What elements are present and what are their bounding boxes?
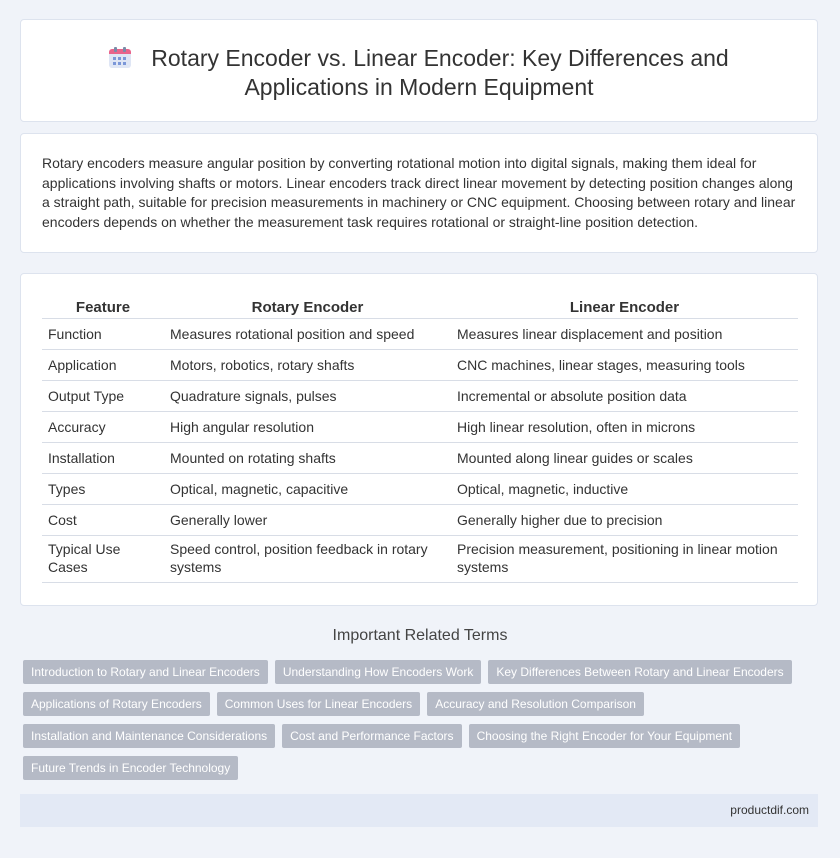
feature-cell: Accuracy (42, 412, 164, 443)
table-row (42, 381, 798, 412)
rotary-cell: Generally lower (164, 505, 451, 536)
rotary-cell: Measures rotational position and speed (164, 319, 451, 350)
related-term-tag[interactable]: Introduction to Rotary and Linear Encoders (23, 660, 268, 684)
table-row (42, 350, 798, 381)
feature-cell: Types (42, 474, 164, 505)
table-body (42, 319, 798, 583)
footer-site-name: productdif.com (730, 803, 809, 817)
comparison-card (20, 273, 818, 606)
related-terms-title: Important Related Terms (332, 627, 508, 644)
header-rotary-encoder: Rotary Encoder (164, 296, 451, 319)
table-row (42, 319, 798, 350)
rotary-cell: Motors, robotics, rotary shafts (164, 350, 451, 381)
related-term-tag[interactable]: Installation and Maintenance Considerations (23, 724, 275, 748)
related-terms-list (23, 660, 813, 780)
linear-cell: Optical, magnetic, inductive (451, 474, 798, 505)
related-term-tag[interactable]: Accuracy and Resolution Comparison (427, 692, 644, 716)
intro-paragraph: Rotary encoders measure angular position by converting rotational motion into digital signals, making them ideal for applications involving shafts or motors. Linear encoders track direct linear movement by detecting position changes along a straight path, suitable for precision measurements in machinery or CNC equipment. Choosing between rotary and linear encoders depends on whether the measurement task requires rotational or straight-line position detection. (42, 155, 796, 230)
related-term-tag[interactable]: Common Uses for Linear Encoders (217, 692, 420, 716)
related-term-tag[interactable]: Future Trends in Encoder Technology (23, 756, 238, 780)
table-row (42, 505, 798, 536)
rotary-cell: High angular resolution (164, 412, 451, 443)
table-row (42, 443, 798, 474)
header-card (20, 19, 818, 122)
feature-cell: Function (42, 319, 164, 350)
rotary-cell: Optical, magnetic, capacitive (164, 474, 451, 505)
related-term-tag[interactable]: Cost and Performance Factors (282, 724, 461, 748)
header-feature: Feature (42, 296, 164, 319)
title-wrap (21, 44, 817, 102)
feature-cell: Typical Use Cases (42, 536, 164, 583)
table-row (42, 474, 798, 505)
linear-cell: Generally higher due to precision (451, 505, 798, 536)
feature-cell: Application (42, 350, 164, 381)
linear-cell: Measures linear displacement and position (451, 319, 798, 350)
related-term-tag[interactable]: Choosing the Right Encoder for Your Equipment (469, 724, 741, 748)
calendar-icon (109, 47, 131, 68)
feature-cell: Cost (42, 505, 164, 536)
page-title (151, 44, 728, 73)
related-term-tag[interactable]: Key Differences Between Rotary and Linear Encoders (488, 660, 791, 684)
page-title-line1: Rotary Encoder vs. Linear Encoder: Key Differences and (151, 45, 729, 71)
rotary-cell: Mounted on rotating shafts (164, 443, 451, 474)
feature-cell: Installation (42, 443, 164, 474)
table-row (42, 412, 798, 443)
linear-cell: High linear resolution, often in microns (451, 412, 798, 443)
header-linear-encoder: Linear Encoder (451, 296, 798, 319)
intro-card (20, 133, 818, 253)
footer-bar (20, 794, 818, 827)
rotary-cell: Quadrature signals, pulses (164, 381, 451, 412)
linear-cell: Incremental or absolute position data (451, 381, 798, 412)
comparison-table (42, 296, 798, 583)
page-title-continued (244, 73, 593, 102)
table-row (42, 536, 798, 583)
table-header-row (42, 296, 798, 319)
linear-cell: Mounted along linear guides or scales (451, 443, 798, 474)
feature-cell: Output Type (42, 381, 164, 412)
linear-cell: CNC machines, linear stages, measuring tools (451, 350, 798, 381)
linear-cell: Precision measurement, positioning in linear motion systems (451, 536, 798, 583)
page-title-line2: Applications in Modern Equipment (244, 74, 594, 100)
related-term-tag[interactable]: Applications of Rotary Encoders (23, 692, 210, 716)
rotary-cell: Speed control, position feedback in rotary systems (164, 536, 451, 583)
related-term-tag[interactable]: Understanding How Encoders Work (275, 660, 482, 684)
